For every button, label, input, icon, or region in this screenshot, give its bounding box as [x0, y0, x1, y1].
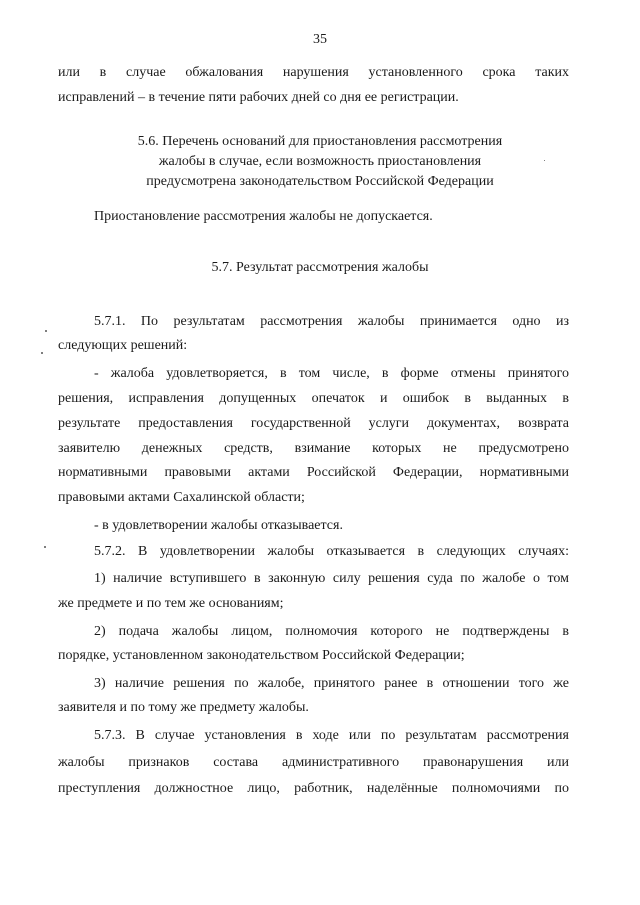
heading-5-6-line-2: жалобы в случае, если возможность приостановления [158, 154, 482, 169]
body-line-18: жалобы признаков состава административного правонарушения или [58, 755, 569, 770]
heading-5-6-line-1: 5.6. Перечень оснований для приостановления рассмотрения [137, 134, 503, 149]
body-line-6: заявителю денежных средств, взимание которых не предусмотрено [58, 441, 569, 456]
body-line-19: преступления должностное лицо, работник, наделённые полномочиями по [58, 781, 569, 796]
scan-speck [44, 546, 46, 548]
intro-line-2: исправлений – в течение пяти рабочих дней со дня ее регистрации. [58, 90, 459, 105]
scan-speck [45, 330, 47, 332]
body-line-14: порядке, установленном законодательством Российской Федерации; [58, 648, 465, 663]
body-line-8: правовыми актами Сахалинской области; [58, 490, 305, 505]
body-line-16: заявителя и по тому же предмету жалобы. [58, 700, 309, 715]
scan-speck [544, 160, 545, 161]
intro-line-1: или в случае обжалования нарушения установленного срока таких [58, 65, 569, 80]
body-line-7: нормативными правовыми актами Российской Федерации, нормативными [58, 465, 569, 480]
heading-5-7: 5.7. Результат рассмотрения жалобы [211, 260, 429, 275]
body-line-9: - в удовлетворении жалобы отказывается. [94, 518, 343, 533]
body-line-17: 5.7.3. В случае установления в ходе или по результатам рассмотрения [94, 728, 569, 743]
body-line-10: 5.7.2. В удовлетворении жалобы отказывается в следующих случаях: [94, 544, 569, 559]
body-line-5: результате предоставления государственной услуги документах, возврата [58, 416, 569, 431]
body-line-11: 1) наличие вступившего в законную силу решения суда по жалобе о том [94, 571, 569, 586]
page-number: 35 [313, 32, 327, 47]
scan-speck [41, 352, 43, 354]
body-line-13: 2) подача жалобы лицом, полномочия которого не подтверждены в [94, 624, 569, 639]
body-line-12: же предмете и по тем же основаниям; [58, 596, 284, 611]
body-line-2: следующих решений: [58, 338, 188, 353]
suspension-paragraph: Приостановление рассмотрения жалобы не допускается. [94, 209, 433, 224]
body-line-15: 3) наличие решения по жалобе, принятого ранее в отношении того же [94, 676, 569, 691]
body-line-4: решения, исправления допущенных опечаток и ошибок в выданных в [58, 391, 569, 406]
body-line-1: 5.7.1. По результатам рассмотрения жалобы принимается одно из [94, 314, 569, 329]
body-line-3: - жалоба удовлетворяется, в том числе, в форме отмены принятого [94, 366, 569, 381]
heading-5-6-line-3: предусмотрена законодательством Российской Федерации [146, 174, 494, 189]
